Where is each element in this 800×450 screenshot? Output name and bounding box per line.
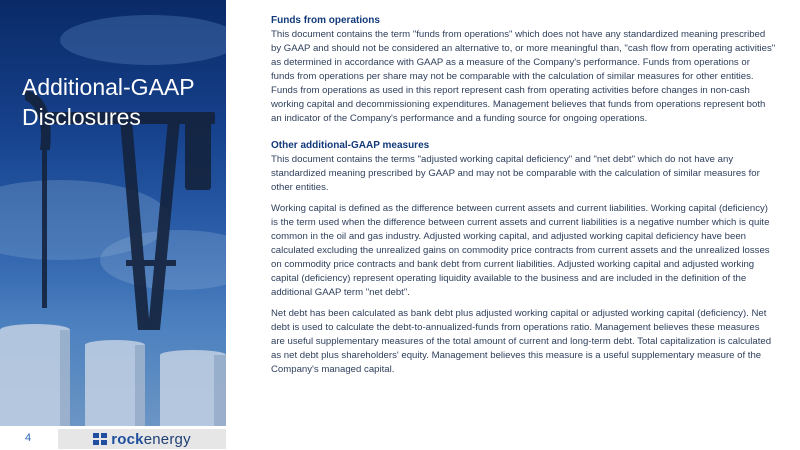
sidebar-panel xyxy=(0,0,226,426)
net-debt-paragraph: Net debt has been calculated as bank debt plus adjusted working capital or adjusted working capital (deficiency). Net debt is used to calculate the debt-to-annualized-funds from operations ratio. Management believes these measures are useful supplementary measures of the total amount of current and long-term debt. Total capitalization is calculated as net debt plus shareholders' equity. Management believes this measure is a useful supplementary measure of the Company's managed capital. xyxy=(271,308,772,375)
company-logo xyxy=(58,429,226,449)
funds-from-operations-paragraph: This document contains the term "funds from operations" which does not have any standardized meaning prescribed by GAAP and should not be considered an alternative to, or more meaningful than, "cash flow from operating activities" as determined in accordance with GAAP as a measure of the Company's performance. Funds from operations or funds from operations per share may not be comparable with the calculation of similar measures for other entities. Funds from operations as used in this report represent cash from operating activities before changes in non-cash working capital and decommissioning expenditures. Management believes that funds from operations represent both an indicator of the Company's performance and a funding source for ongoing operations. xyxy=(271,29,776,124)
other-measures-heading: Other additional-GAAP measures xyxy=(271,140,430,151)
disclosure-content xyxy=(271,14,776,384)
working-capital-paragraph: Working capital is defined as the difference between current assets and current liabilities. Working capital (deficiency) is the term used when the difference between current assets and current liabilities is a negative number which is quite common in the oil and gas industry. Adjusted working capital, and adjusted working capital deficiency have been calculated excluding the unrealized gains on commodity price contracts from current assets and the unrealized losses on commodity price contracts and bank debt from current liabilities. Adjusted working capital and adjusted working capital (deficiency) represent operating liquidity available to the business and are included in the definition of the additional GAAP term "net debt". xyxy=(271,203,770,298)
funds-from-operations-heading: Funds from operations xyxy=(271,15,380,26)
logo-rock-text: rock xyxy=(111,430,144,448)
page-number: 4 xyxy=(0,426,56,450)
logo-energy-text: energy xyxy=(143,430,191,448)
logo-text xyxy=(111,431,191,448)
other-measures-paragraph-1: This document contains the terms "adjusted working capital deficiency" and "net debt" which do not have any standardized meaning prescribed by GAAP and may not be comparable with the calculation of similar measures for other entities. xyxy=(271,154,760,193)
logo-mark-icon xyxy=(93,433,107,445)
slide-title-line2: Disclosures xyxy=(22,104,141,130)
oilfield-photo xyxy=(0,0,226,426)
slide-title xyxy=(22,72,195,132)
slide-title-line1: Additional-GAAP xyxy=(22,74,195,100)
